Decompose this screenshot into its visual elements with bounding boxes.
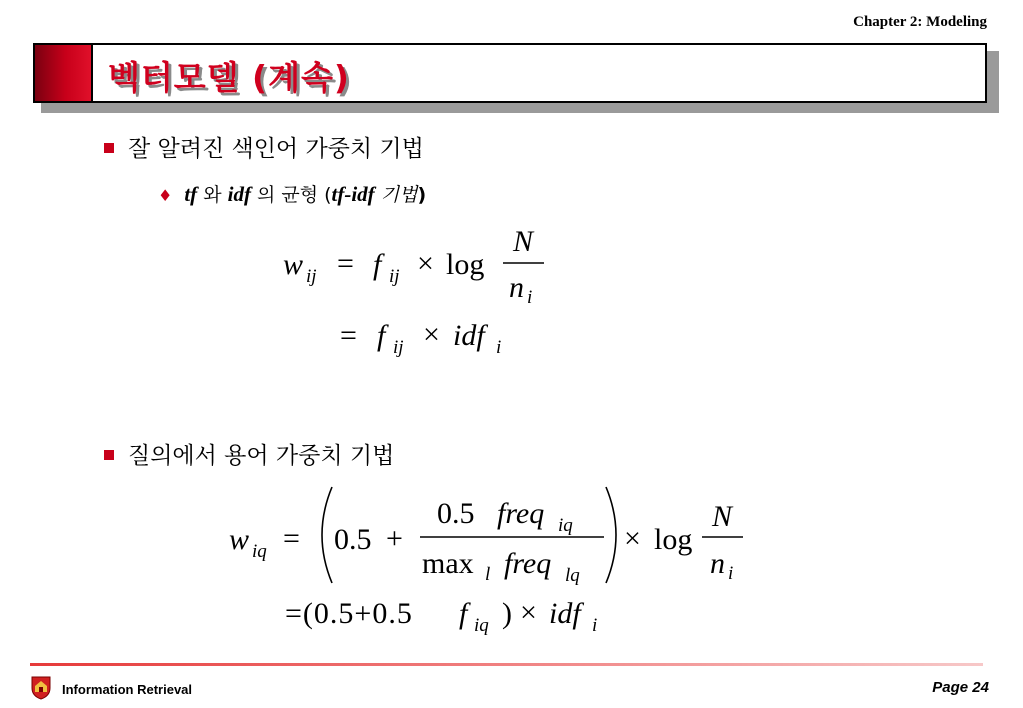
tf-term: tf <box>184 182 198 206</box>
eq2-line2-f: f <box>459 597 468 630</box>
eq1-line2-f-sub: ij <box>393 337 404 358</box>
eq1-numerator: N <box>513 225 534 258</box>
university-shield-icon <box>30 674 52 700</box>
eq1-log: log <box>446 248 485 281</box>
square-bullet-icon <box>104 450 114 460</box>
eq2-line2-close: ) <box>502 597 512 630</box>
sub-text-close: ) <box>417 184 427 206</box>
eq2-equals: = <box>283 522 300 555</box>
eq2-w: w <box>229 523 250 556</box>
eq1-denominator: n <box>509 271 524 304</box>
eq1-f-sub: ij <box>389 266 400 287</box>
eq2-line2-times: × <box>520 596 537 629</box>
eq1-line2-idf-sub: i <box>496 337 502 358</box>
eq1-equals: = <box>337 247 354 280</box>
eq2-den-l: l <box>485 564 491 585</box>
eq2-N: N <box>712 500 733 533</box>
page-number: Page 24 <box>932 679 989 696</box>
square-bullet-icon <box>104 143 114 153</box>
eq1-line2-idf: idf <box>453 319 485 352</box>
eq2-den-sub: lq <box>565 565 580 586</box>
tfidf-term: tf-idf <box>331 182 375 206</box>
eq2-num-constant: 0.5 <box>437 497 475 530</box>
bullet-text-2: 질의에서 용어 가중치 기법 <box>128 443 395 469</box>
eq2-num-sub: iq <box>558 515 573 536</box>
slide-title: 벡터모델 (계속) <box>108 58 350 97</box>
eq1-w: w <box>283 248 304 281</box>
eq2-left-paren <box>322 487 332 583</box>
sub-bullet-item <box>158 180 426 207</box>
eq2-n: n <box>710 547 725 580</box>
eq2-n-sub: i <box>728 563 734 584</box>
eq2-den-freq: freq <box>504 547 552 580</box>
bullet-item-1 <box>104 130 424 163</box>
bullet-text-1: 잘 알려진 색인어 가중치 기법 <box>128 136 424 162</box>
eq1-den-sub: i <box>527 287 533 308</box>
sub-text-gibeop: 기법 <box>374 184 418 206</box>
sub-text-wa: 와 <box>197 184 228 206</box>
eq2-right-paren <box>606 487 616 583</box>
eq1-line2-f: f <box>377 319 386 352</box>
eq1-line2-equals: = <box>340 319 357 352</box>
eq1-times: × <box>417 247 434 280</box>
eq2-w-sub: iq <box>252 541 267 562</box>
eq2-plus: + <box>386 522 403 555</box>
eq2-line2-main: =(0.5+0.5 <box>285 597 413 630</box>
eq2-line2-idf: idf <box>549 597 581 630</box>
eq2-log: log <box>654 523 693 556</box>
eq2-den-max: max <box>422 547 474 580</box>
chapter-label: Chapter 2: Modeling <box>853 14 987 30</box>
bullet-item-2 <box>104 437 394 470</box>
eq2-times: × <box>624 522 641 555</box>
idf-term: idf <box>227 182 251 206</box>
footer-divider <box>30 663 983 666</box>
eq2-num-freq: freq <box>497 497 545 530</box>
eq2-line2-f-sub: iq <box>474 615 489 636</box>
footer-course-name: Information Retrieval <box>62 682 193 697</box>
eq1-f: f <box>373 248 382 281</box>
eq1-w-sub: ij <box>306 266 317 287</box>
eq2-constant: 0.5 <box>334 523 372 556</box>
eq1-line2-times: × <box>423 318 440 351</box>
sub-text-rest: 의 균형 ( <box>250 184 332 206</box>
diamond-bullet-icon: ♦ <box>158 186 173 205</box>
title-accent-block <box>33 43 93 103</box>
eq2-line2-idf-sub: i <box>592 615 598 636</box>
